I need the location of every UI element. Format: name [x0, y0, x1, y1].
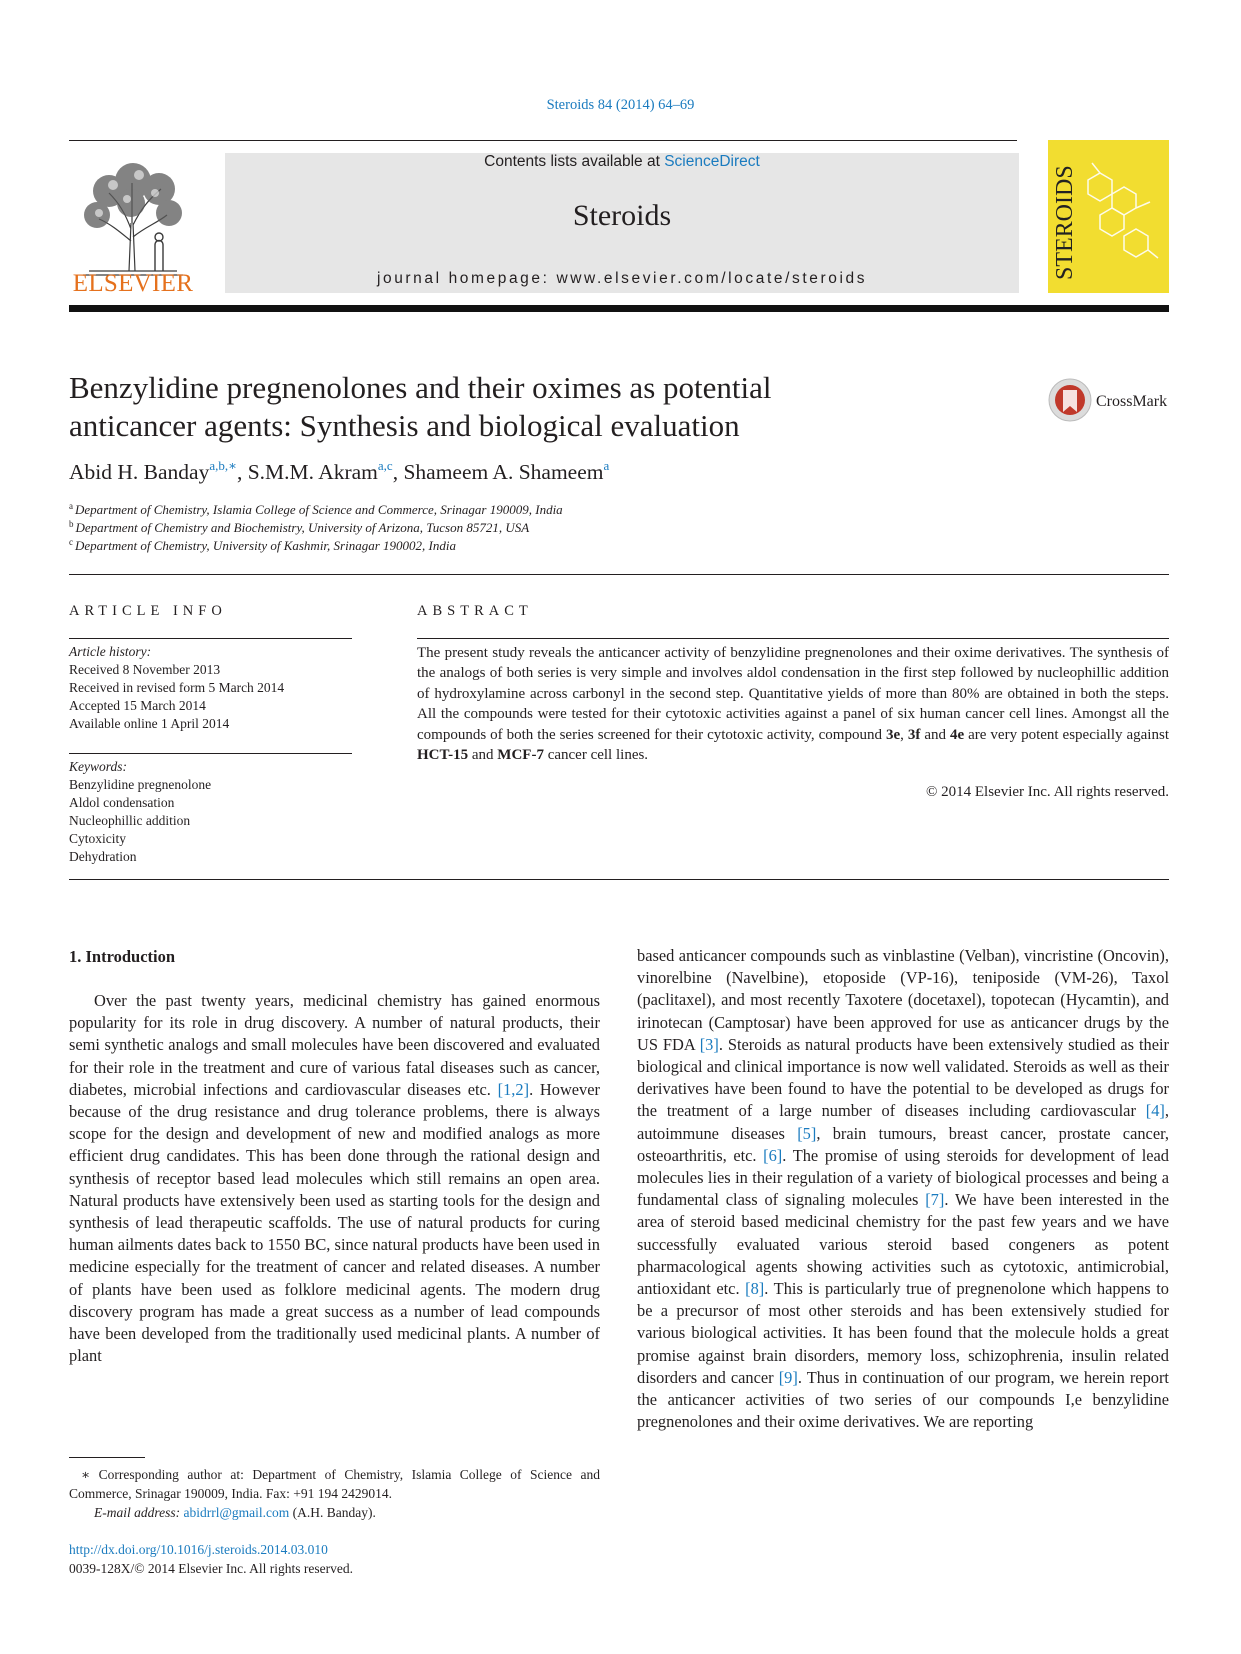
affiliation-text: Department of Chemistry, University of Kashmir, Srinagar 190002, India [75, 538, 456, 553]
header-thick-rule [69, 305, 1169, 312]
journal-cover-image [1048, 140, 1169, 293]
article-info-heading: ARTICLE INFO [69, 603, 227, 619]
keywords-rule [69, 753, 352, 754]
reference-link[interactable]: [1,2] [497, 1079, 530, 1099]
journal-masthead [225, 153, 1019, 293]
section-rule [69, 879, 1169, 880]
history-item: Accepted 15 March 2014 [69, 698, 206, 713]
body-column-left: Over the past twenty years, medicinal chemistry has gained enormous popularity for its role in drug discovery. A number of natural products, their semi synthetic analogs and small molecules have been discovered and evaluated for their role in the treatment and cure of various fatal diseases such as cancer, diabetes, microbial infections and cardiovascular diseases etc. [1,2]. However because of the drug resistance and drug tolerance problems, there is always scope for the design and development of new and modified analogs as more efficient drug candidates. This has been done through the rational design and synthesis of receptor based lead molecules which still remains an open area. Natural products have extensively been used as starting tools for the design and synthesis of lead therapeutic scaffolds. The use of natural products for curing human ailments dates back to 1550 BC, since natural products have been used in medicine especially for the treatment of cancer and related diseases. A number of plants have been used as folklore medicinal agents. The modern drug discovery program has made a great success as a number of lead compounds have been developed from the traditionally used medicinal plants. A number of plant [69, 991, 600, 1366]
abstract-rule [417, 638, 1169, 639]
section-rule [69, 574, 1169, 575]
affiliation [69, 520, 529, 536]
article-history-label: Article history: [69, 644, 152, 659]
affiliation-mark: c [69, 537, 73, 547]
header-rule [69, 140, 1017, 141]
author-name[interactable]: Abid H. Banday [69, 460, 210, 484]
article-title [69, 369, 969, 445]
keyword: Aldol condensation [69, 795, 175, 810]
reference-link[interactable]: [4] [1145, 1101, 1165, 1121]
keyword: Cytoxicity [69, 831, 126, 846]
affiliation [69, 502, 563, 518]
elsevier-wordmark: ELSEVIER [72, 270, 194, 297]
email-label: E-mail address: [94, 1505, 184, 1520]
section-heading-introduction: 1. Introduction [69, 947, 176, 966]
reference-link[interactable]: [5] [797, 1123, 817, 1143]
reference-link[interactable]: [9] [778, 1367, 798, 1387]
affiliation [69, 538, 456, 554]
keyword: Dehydration [69, 849, 137, 864]
author-list [69, 460, 609, 485]
keywords-label: Keywords: [69, 759, 127, 774]
title-line-2: anticancer agents: Synthesis and biological evaluation [69, 408, 740, 443]
affiliation-mark: a [69, 501, 73, 511]
article-info-rule [69, 638, 352, 639]
compound-label: 3f [907, 726, 921, 743]
email-link[interactable]: abidrrl@gmail.com [183, 1505, 290, 1520]
reference-link[interactable]: [8] [745, 1279, 765, 1299]
author-affiliation-marks[interactable]: a [603, 458, 610, 473]
sciencedirect-link[interactable]: ScienceDirect [664, 153, 760, 170]
body-column-right: based anticancer compounds such as vinblastine (Velban), vincristine (Oncovin), vinorelbine (Navelbine), etoposide (VP-16), teniposide (VM-26), Taxol (paclitaxel), and most recently Taxotere (docetaxel), topotecan (Hycamtin), and irinotecan (Camptosar) have been approved for use as anticancer drugs by the US FDA [3]. Steroids as natural products have been extensively studied as their biological and clinical importance is now well validated. Steroids as well as their derivatives have been found to have the potential to be developed as drugs for the treatment of a large number of diseases including cardiovascular [4], autoimmune diseases [5], brain tumours, breast cancer, prostate cancer, osteoarthritis, etc. [6]. The promise of using steroids for development of lead molecules lies in their regulation of a variety of biological processes and being a fundamental class of signaling molecules [7]. We have been interested in the area of steroid based medicinal chemistry for the past few years and we have successfully evaluated various steroid based congeners as potent pharmacological agents showing activities such as cytotoxic, antimicrobial, antioxidant etc. [8]. This is particularly true of pregnenolone which happens to be a precursor of most other steroids and has been extensively studied for various biological activities. It has been found that the molecule holds a great promise against brain disorders, memory loss, schizophrenia, insulin related disorders and cancer [9]. Thus in continuation of our program, we herein report the anticancer activities of two series of our compounds I,e benzylidine pregnenolones and their oxime derivatives. We are reporting [637, 946, 1169, 1432]
contents-line [225, 153, 1019, 171]
author-separator: , [392, 460, 404, 484]
cover-title: STEROIDS [1052, 165, 1078, 280]
title-line-1: Benzylidine pregnenolones and their oximes as potential [69, 370, 772, 405]
affiliation-mark: b [69, 519, 74, 529]
issn-copyright: 0039-128X/© 2014 Elsevier Inc. All rights reserved. [69, 1561, 353, 1576]
abstract-text: The present study reveals the anticancer activity of benzylidine pregnenolones and their oxime derivatives. The synthesis of the analogs of both series is very simple and involves aldol condensation in the first step followed by nucleophillic addition of hydroxylamine across carbonyl in the second step. Quantitative yields of more than 80% are obtained in both the steps. All the compounds were tested for their cytotoxic activities against a panel of six human cancer cell lines. Amongst all the compounds of both the series screened for their cytotoxic activity, compound 3e, 3f and 4e are very potent especially against HCT-15 and MCF-7 cancer cell lines. [417, 645, 1169, 764]
contents-prefix: Contents lists available at [484, 153, 665, 170]
affiliation-text: Department of Chemistry and Biochemistry, University of Arizona, Tucson 85721, USA [75, 520, 530, 535]
email-line [69, 1503, 600, 1522]
reference-link[interactable]: [6] [763, 1145, 783, 1165]
crossmark-label: CrossMark [1096, 393, 1168, 410]
keyword: Benzylidine pregnenolone [69, 777, 212, 792]
abstract-heading: ABSTRACT [417, 603, 533, 619]
author-name[interactable]: S.M.M. Akram [247, 460, 378, 484]
history-item: Received 8 November 2013 [69, 662, 221, 677]
reference-link[interactable]: [7] [925, 1190, 945, 1210]
history-item: Received in revised form 5 March 2014 [69, 680, 285, 695]
journal-citation-link[interactable]: Steroids 84 (2014) 64–69 [546, 97, 695, 113]
journal-title: Steroids [572, 199, 672, 232]
reference-link[interactable]: [3] [699, 1034, 719, 1054]
corresponding-author-footnote [69, 1465, 600, 1522]
history-item: Available online 1 April 2014 [69, 716, 230, 731]
corresponding-author-note: ∗ Corresponding author at: Department of Chemistry, Islamia College of Science and Commerce, Srinagar 190009, India. Fax: +91 194 2429014. [69, 1467, 600, 1501]
abstract-copyright: © 2014 Elsevier Inc. All rights reserved. [925, 784, 1169, 800]
keyword: Nucleophillic addition [69, 813, 191, 828]
author-affiliation-marks[interactable]: a,c [377, 458, 393, 473]
cell-line-label: HCT-15 [417, 747, 469, 764]
compound-label: 3e [885, 726, 901, 743]
author-separator: , [236, 460, 248, 484]
doi-link[interactable]: http://dx.doi.org/10.1016/j.steroids.2014.03.010 [69, 1542, 328, 1557]
journal-homepage-link[interactable]: journal homepage: www.elsevier.com/locate/steroids [376, 270, 868, 287]
affiliation-text: Department of Chemistry, Islamia College of Science and Commerce, Srinagar 190009, India [75, 502, 563, 517]
email-suffix: (A.H. Banday). [289, 1505, 376, 1520]
footnote-rule [69, 1457, 145, 1458]
compound-label: 4e [949, 726, 965, 743]
cell-line-label: MCF-7 [497, 747, 544, 764]
author-affiliation-marks[interactable]: a,b,∗ [209, 458, 237, 473]
crossmark-badge[interactable] [1048, 378, 1170, 422]
author-name[interactable]: Shameem A. Shameem [403, 460, 604, 484]
